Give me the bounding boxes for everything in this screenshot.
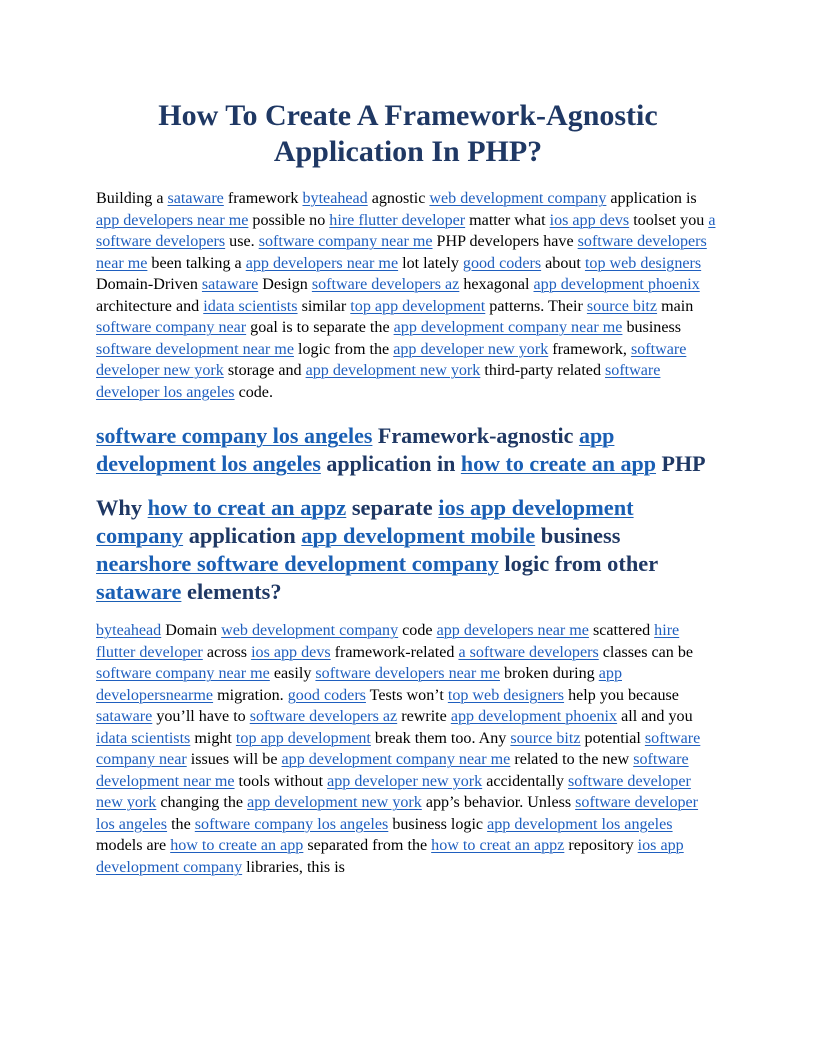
- hyperlink[interactable]: app developers near me: [96, 211, 249, 229]
- body-text: Framework-agnostic: [372, 423, 579, 448]
- body-text: separated from the: [303, 837, 432, 854]
- hyperlink[interactable]: software company near me: [258, 233, 433, 250]
- section-heading-why-separate: [96, 494, 720, 606]
- hyperlink[interactable]: software development near me: [96, 340, 294, 358]
- hyperlink[interactable]: top web designers: [584, 254, 702, 272]
- hyperlink[interactable]: idata scientists: [96, 729, 191, 747]
- hyperlink[interactable]: source bitz: [586, 297, 658, 315]
- hyperlink[interactable]: software developers az: [311, 276, 460, 293]
- hyperlink[interactable]: how to creat an appz: [431, 837, 565, 854]
- body-text: Design: [258, 276, 312, 293]
- body-text: third-party related: [480, 362, 606, 379]
- body-text: libraries, this is: [242, 858, 345, 876]
- body-text: toolset you: [629, 211, 709, 229]
- body-text: might: [190, 729, 236, 747]
- body-text: easily: [269, 665, 316, 682]
- hyperlink[interactable]: app development new york: [247, 794, 422, 811]
- hyperlink[interactable]: byteahead: [96, 622, 162, 639]
- hyperlink[interactable]: software developers near me: [315, 665, 500, 682]
- body-text: models are: [96, 837, 171, 854]
- page-title: [96, 98, 720, 170]
- hyperlink[interactable]: app development company near me: [281, 751, 511, 768]
- body-text: similar: [297, 297, 351, 315]
- body-text: Domain: [161, 622, 222, 639]
- body-text: potential: [580, 729, 645, 747]
- hyperlink[interactable]: sataware: [201, 276, 259, 293]
- hyperlink[interactable]: app development phoenix: [533, 276, 700, 293]
- body-text: been talking a: [147, 254, 246, 272]
- body-text: issues will be: [186, 751, 282, 768]
- body-text: framework: [223, 190, 303, 207]
- body-text: business logic: [388, 815, 488, 833]
- body-text: framework,: [548, 340, 631, 358]
- body-text: storage and: [223, 362, 306, 379]
- hyperlink[interactable]: app development los angeles: [487, 815, 673, 833]
- hyperlink[interactable]: app developer new york: [393, 340, 549, 358]
- body-text: patterns. Their: [485, 297, 587, 315]
- hyperlink[interactable]: web development company: [429, 190, 607, 207]
- hyperlink[interactable]: top web designers: [447, 686, 565, 704]
- hyperlink[interactable]: software developer los angeles: [96, 794, 699, 833]
- body-text: rewrite: [397, 708, 451, 725]
- hyperlink[interactable]: good coders: [462, 254, 542, 272]
- body-text: all and you: [617, 708, 693, 725]
- body-text: Domain-Driven: [96, 276, 202, 293]
- body-text: related to the new: [510, 751, 634, 768]
- hyperlink[interactable]: ios app development company: [96, 495, 634, 548]
- body-text: application: [183, 523, 302, 548]
- hyperlink[interactable]: software developer new york: [96, 340, 687, 379]
- hyperlink[interactable]: ios app development company: [96, 837, 684, 876]
- hyperlink[interactable]: software developers az: [249, 708, 398, 725]
- hyperlink[interactable]: software company near: [96, 729, 701, 768]
- body-text: repository: [564, 837, 638, 854]
- hyperlink[interactable]: hire flutter developer: [96, 622, 680, 661]
- title-line-1: How To Create A Framework-Agnostic: [158, 99, 658, 132]
- hyperlink[interactable]: software company near me: [96, 665, 270, 682]
- hyperlink[interactable]: app development mobile: [301, 523, 536, 548]
- hyperlink[interactable]: software company los angeles: [194, 815, 389, 833]
- hyperlink[interactable]: app developers near me: [245, 254, 399, 272]
- hyperlink[interactable]: how to creat an appz: [147, 495, 347, 520]
- hyperlink[interactable]: sataware: [167, 190, 224, 207]
- hyperlink[interactable]: top app development: [350, 297, 486, 315]
- paragraph-domain-code: [96, 620, 720, 878]
- body-text: PHP: [656, 451, 706, 476]
- body-text: architecture and: [96, 297, 204, 315]
- body-text: main: [657, 297, 694, 315]
- paragraph-intro: [96, 188, 720, 403]
- title-line-2: Application In PHP?: [273, 135, 543, 168]
- hyperlink[interactable]: software developers near me: [96, 233, 707, 272]
- body-text: Why: [96, 495, 148, 520]
- body-text: agnostic: [367, 190, 430, 207]
- hyperlink[interactable]: app developer new york: [327, 772, 483, 790]
- hyperlink[interactable]: top app development: [235, 729, 371, 747]
- hyperlink[interactable]: software development near me: [96, 751, 689, 790]
- hyperlink[interactable]: app development company near me: [393, 319, 623, 336]
- body-text: Tests won’t: [365, 686, 448, 704]
- body-text: the: [167, 815, 195, 833]
- hyperlink[interactable]: software developer new york: [96, 772, 691, 811]
- body-text: separate: [346, 495, 439, 520]
- hyperlink[interactable]: sataware: [96, 579, 182, 604]
- body-text: application is: [606, 190, 697, 207]
- body-text: app’s behavior. Unless: [421, 794, 576, 811]
- hyperlink[interactable]: idata scientists: [203, 297, 298, 315]
- body-text: broken during: [499, 665, 599, 682]
- body-text: use.: [225, 233, 259, 250]
- body-text: help you because: [564, 686, 679, 704]
- body-text: across: [202, 643, 252, 661]
- hyperlink[interactable]: how to create an app: [460, 451, 657, 476]
- hyperlink[interactable]: byteahead: [302, 190, 368, 207]
- hyperlink[interactable]: hire flutter developer: [329, 211, 466, 229]
- hyperlink[interactable]: sataware: [96, 708, 153, 725]
- hyperlink[interactable]: a software developers: [96, 211, 716, 250]
- body-text: matter what: [465, 211, 550, 229]
- body-text: PHP developers have: [432, 233, 578, 250]
- body-text: scattered: [588, 622, 655, 639]
- hyperlink[interactable]: app developersnearme: [96, 665, 622, 704]
- body-text: code: [398, 622, 437, 639]
- body-text: goal is to separate the: [246, 319, 394, 336]
- hyperlink[interactable]: software developer los angeles: [96, 362, 661, 401]
- body-text: logic from other: [498, 551, 658, 576]
- body-text: classes can be: [598, 643, 694, 661]
- hyperlink[interactable]: a software developers: [458, 643, 599, 661]
- body-text: elements?: [181, 579, 282, 604]
- body-text: hexagonal: [459, 276, 534, 293]
- body-text: changing the: [156, 794, 248, 811]
- hyperlink[interactable]: app developers near me: [436, 622, 589, 639]
- body-text: Building a: [96, 190, 168, 207]
- body-text: break them too. Any: [370, 729, 511, 747]
- body-text: migration.: [213, 686, 288, 704]
- hyperlink[interactable]: app development los angeles: [96, 423, 615, 476]
- body-text: framework-related: [330, 643, 459, 661]
- body-text: about: [541, 254, 585, 272]
- body-text: application in: [320, 451, 461, 476]
- body-text: tools without: [234, 772, 328, 790]
- hyperlink[interactable]: ios app devs: [251, 643, 331, 661]
- hyperlink[interactable]: how to create an app: [170, 837, 304, 854]
- hyperlink[interactable]: software company los angeles: [96, 423, 373, 448]
- section-heading-framework-agnostic: [96, 422, 720, 478]
- body-text: you’ll have to: [152, 708, 250, 725]
- hyperlink[interactable]: source bitz: [510, 729, 581, 747]
- body-text: business: [622, 319, 682, 336]
- body-text: business: [535, 523, 621, 548]
- hyperlink[interactable]: web development company: [221, 622, 399, 639]
- hyperlink[interactable]: app development phoenix: [450, 708, 618, 725]
- body-text: code.: [234, 383, 273, 401]
- hyperlink[interactable]: ios app devs: [549, 211, 630, 229]
- body-text: logic from the: [293, 340, 394, 358]
- hyperlink[interactable]: good coders: [287, 686, 366, 704]
- hyperlink[interactable]: app development new york: [305, 362, 481, 379]
- hyperlink[interactable]: nearshore software development company: [96, 551, 499, 576]
- hyperlink[interactable]: software company near: [96, 319, 247, 336]
- body-text: accidentally: [482, 772, 568, 790]
- body-text: lot lately: [398, 254, 463, 272]
- body-text: possible no: [248, 211, 330, 229]
